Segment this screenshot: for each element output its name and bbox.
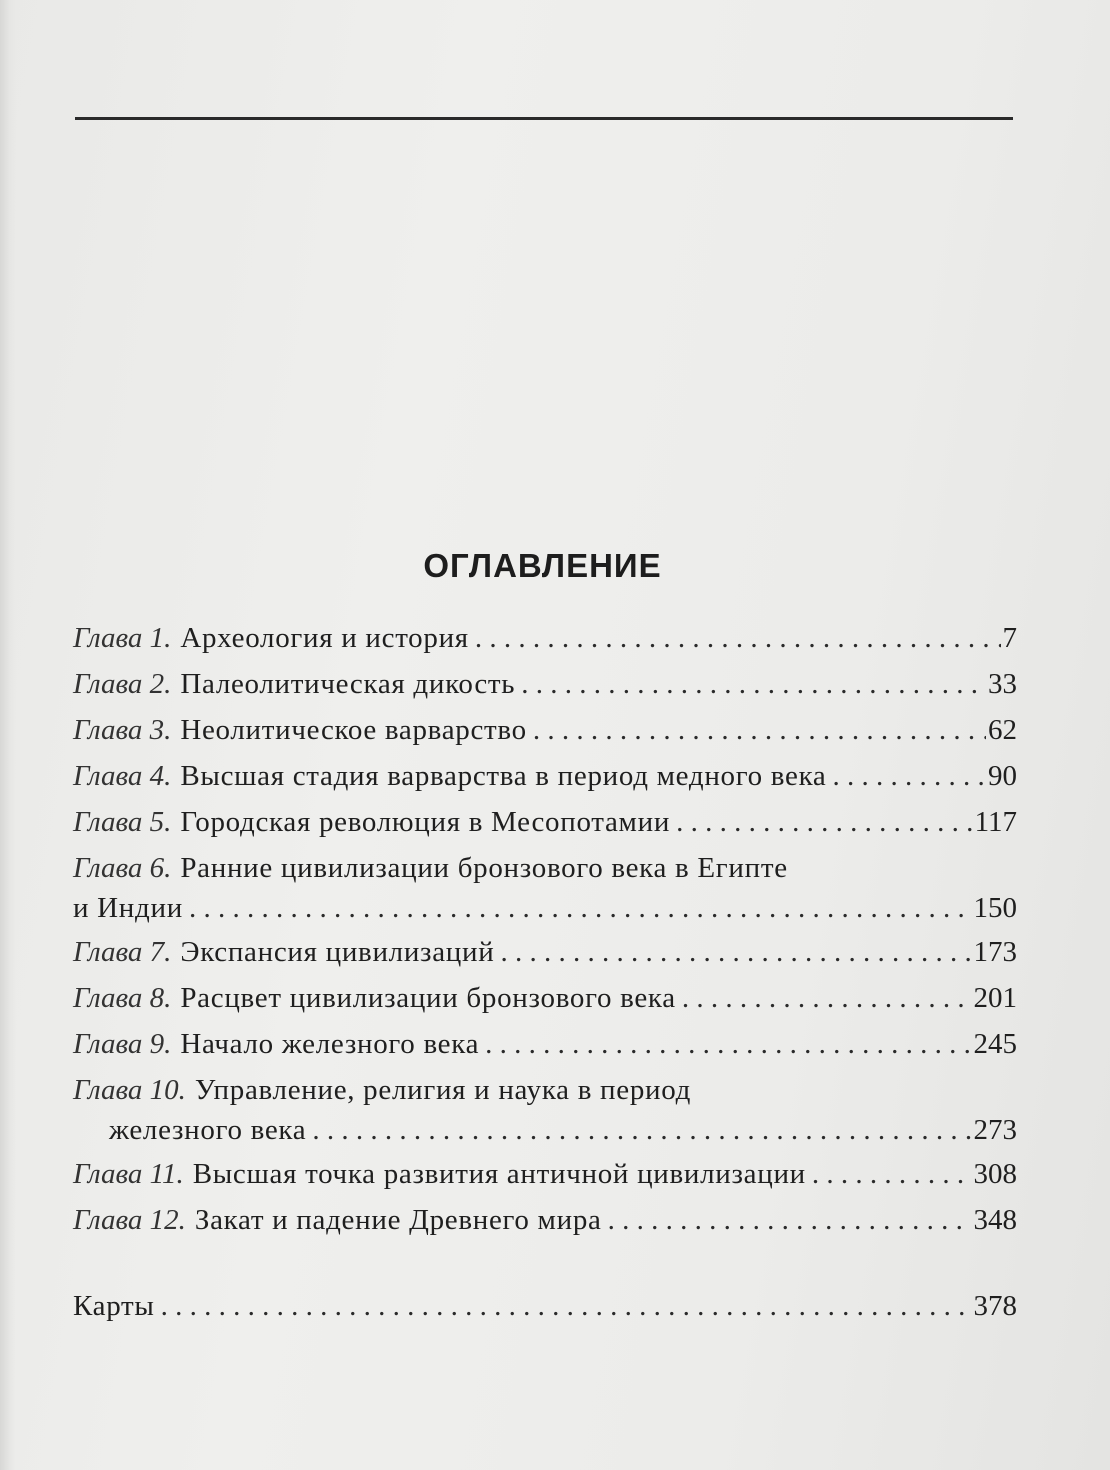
toc-entry-2[interactable] bbox=[73, 664, 1017, 704]
chapter-label: Глава 12. bbox=[73, 1204, 186, 1236]
page-number: 273 bbox=[973, 1114, 1017, 1146]
dot-leader bbox=[475, 618, 1001, 658]
toc-entry-7[interactable] bbox=[73, 932, 1017, 972]
dot-leader bbox=[521, 664, 986, 704]
toc-entry-12[interactable] bbox=[73, 1200, 1017, 1240]
chapter-label: Глава 9. bbox=[73, 1028, 172, 1060]
page-number: 90 bbox=[988, 760, 1017, 792]
page-number: 378 bbox=[973, 1290, 1017, 1322]
chapter-title: Археология и история bbox=[180, 622, 469, 654]
chapter-title: Ранние цивилизации бронзового века в Египте bbox=[180, 852, 788, 884]
top-rule bbox=[75, 117, 1013, 120]
chapter-label: Глава 8. bbox=[73, 982, 172, 1014]
toc-entry-11[interactable] bbox=[73, 1154, 1017, 1194]
dot-leader bbox=[189, 888, 972, 928]
dot-leader bbox=[161, 1286, 972, 1326]
toc-entry-4[interactable] bbox=[73, 756, 1017, 796]
chapter-title: Начало железного века bbox=[180, 1028, 480, 1060]
chapter-title: Высшая точка развития античной цивилизации bbox=[192, 1158, 806, 1190]
page-number: 117 bbox=[974, 806, 1017, 838]
chapter-label: Глава 1. bbox=[73, 622, 172, 654]
toc-entry-9[interactable] bbox=[73, 1024, 1017, 1064]
toc-title: ОГЛАВЛЕНИЕ bbox=[423, 547, 662, 584]
page-number: 33 bbox=[988, 668, 1017, 700]
dot-leader bbox=[608, 1200, 972, 1240]
toc-entry-3[interactable] bbox=[73, 710, 1017, 750]
chapter-title: Управление, религия и наука в период bbox=[194, 1074, 692, 1106]
chapter-label: Глава 2. bbox=[73, 668, 172, 700]
chapter-title: Городская революция в Месопотамии bbox=[180, 806, 671, 838]
toc-entry-10[interactable] bbox=[73, 1070, 1017, 1110]
page-number: 245 bbox=[973, 1028, 1017, 1060]
toc-entry-5[interactable] bbox=[73, 802, 1017, 842]
chapter-title: Неолитическое варварство bbox=[180, 714, 527, 746]
page-number: 173 bbox=[973, 936, 1017, 968]
dot-leader bbox=[533, 710, 986, 750]
chapter-title-continuation: и Индии bbox=[73, 892, 183, 924]
chapter-title-continuation: железного века bbox=[109, 1114, 307, 1146]
page-number: 62 bbox=[988, 714, 1017, 746]
toc-entry-6[interactable] bbox=[73, 848, 1017, 888]
chapter-title: Экспансия цивилизаций bbox=[180, 936, 495, 968]
dot-leader bbox=[312, 1110, 971, 1150]
chapter-label: Глава 7. bbox=[73, 936, 172, 968]
page-number: 201 bbox=[973, 982, 1017, 1014]
dot-leader bbox=[500, 932, 971, 972]
chapter-title: Расцвет цивилизации бронзового века bbox=[180, 982, 676, 1014]
dot-leader bbox=[485, 1024, 971, 1064]
dot-leader bbox=[682, 978, 972, 1018]
chapter-title: Палеолитическая дикость bbox=[180, 668, 516, 700]
chapter-label: Глава 6. bbox=[73, 852, 172, 884]
toc-entry-8[interactable] bbox=[73, 978, 1017, 1018]
dot-leader bbox=[833, 756, 987, 796]
toc-entry-6-continuation[interactable] bbox=[73, 888, 1017, 928]
chapter-label: Глава 5. bbox=[73, 806, 172, 838]
chapter-title: Закат и падение Древнего мира bbox=[194, 1204, 602, 1236]
page-number: 7 bbox=[1002, 622, 1017, 654]
chapter-label: Глава 4. bbox=[73, 760, 172, 792]
page-number: 150 bbox=[973, 892, 1017, 924]
page-number: 348 bbox=[973, 1204, 1017, 1236]
chapter-label: Глава 3. bbox=[73, 714, 172, 746]
page-edge bbox=[0, 0, 16, 1470]
chapter-label: Глава 11. bbox=[73, 1158, 184, 1190]
dot-leader bbox=[676, 802, 973, 842]
dot-leader bbox=[812, 1154, 972, 1194]
maps-title: Карты bbox=[73, 1290, 155, 1322]
chapter-title: Высшая стадия варварства в период медного века bbox=[180, 760, 827, 792]
toc-entry-maps[interactable] bbox=[73, 1286, 1017, 1326]
chapter-label: Глава 10. bbox=[73, 1074, 186, 1106]
toc-entry-1[interactable] bbox=[73, 618, 1017, 658]
page-number: 308 bbox=[973, 1158, 1017, 1190]
toc-entry-10-continuation[interactable] bbox=[109, 1110, 1017, 1150]
